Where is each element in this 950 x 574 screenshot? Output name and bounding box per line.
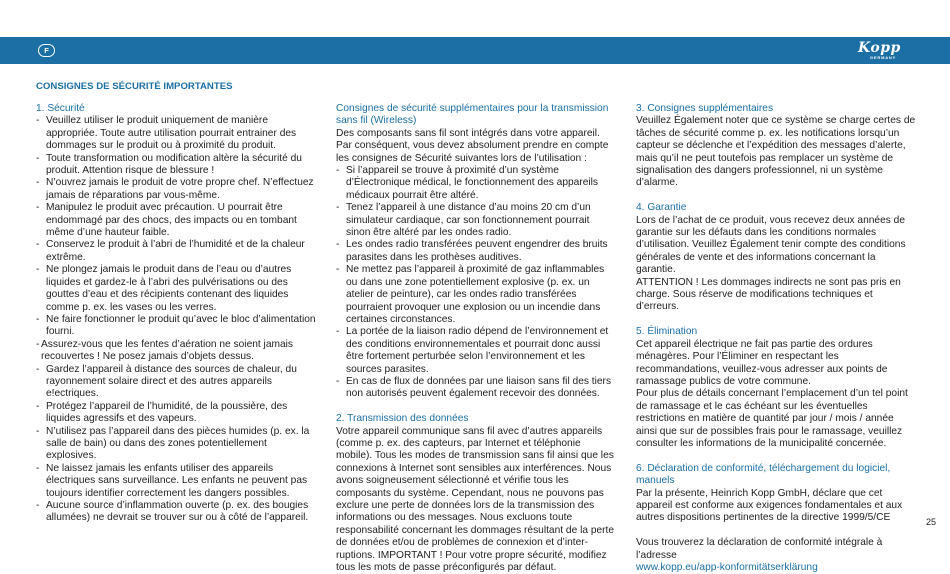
list-item: - Toute transformation ou modification altère la sécurité du produit. Attention risque de blessure ! <box>36 153 316 178</box>
list-item: - La portée de la liaison radio dépend de l’environnement et des conditions environnementales et pourrait donc aussi être fortement perturbée selon l’environnement et les sources parasites. <box>336 326 615 376</box>
list-item: - Les ondes radio transférées peuvent engendrer des bruits parasites dans les prothèses auditives. <box>336 239 615 264</box>
logo-wordmark: Kopp <box>858 40 901 56</box>
warranty-note: ATTENTION ! Les dommages indirects ne sont pas pris en charge. Sous réserve de modifications techniques et d’erreurs. <box>636 276 901 313</box>
list-item: - Manipulez le produit avec précaution. U pourrait être endommagé par des chocs, des impacts ou en tombant même d’une hauteur faible. <box>36 202 316 239</box>
kopp-logo <box>858 41 912 63</box>
section-heading-conformity: 6. Déclaration de conformité, téléchargement du logiciel, manuels <box>636 462 891 487</box>
language-badge: F <box>38 44 55 57</box>
section-heading-data-transmission: 2. Transmission des données <box>336 413 469 425</box>
conformity-link-intro: Vous trouverez la déclaration de conformité intégrale à l’adresse <box>636 537 883 561</box>
section-heading-additional: 3. Consignes supplémentaires <box>636 103 774 114</box>
warranty-text: Lors de l’achat de ce produit, vous recevez deux années de garantie sur les défauts dans les conditions normales d’utilisation. Veuillez Également tenir compte des conditions générales de vente et des informations concernant la garantie. <box>636 214 906 276</box>
wireless-intro: Des composants sans fil sont intégrés dans votre appareil. Par conséquent, vous devez absolument prendre en compte les consignes de Sécurité suivantes lors de l’utilisation : <box>336 127 609 164</box>
header-bar <box>0 37 950 64</box>
disposal-details: Pour plus de détails concernant l’emplacement d’un tel point de ramassage et le cas échéant sur les éventuelles restrictions en matière de quantité par jour / mois / année ainsi que sur de possibles frais pour le ramassage, veuillez consulter les informations de la municipalité concernée. <box>636 388 908 449</box>
section-heading-wireless: Consignes de sécurité supplémentaires pour la transmission sans fil (Wireless) <box>336 103 609 127</box>
column-additional <box>636 103 916 574</box>
list-item: - Ne laissez jamais les enfants utiliser des appareils électriques sans surveillance. Les enfants ne peuvent pas toujours identifier correctement les dangers possibles. <box>36 463 316 500</box>
list-item: - Protégez l’appareil de l’humidité, de la poussière, des liquides agressifs et des vapeurs. <box>36 401 316 426</box>
list-item: - Tenez l’appareil à une distance d’au moins 20 cm d’un simulateur cardiaque, car son fonctionnement pourrait sinon être altéré par les ondes radio. <box>336 202 615 239</box>
disposal-text: Cet appareil électrique ne fait pas partie des ordures ménagères. Pour l’Éliminer en respectant les recommandations, veuillez-vous adresser aux points de ramassage publics de votre commune. <box>636 338 888 387</box>
section-heading-warranty: 4. Garantie <box>636 202 687 214</box>
list-item: - Ne mettez pas l’appareil à proximité de gaz inflammables ou dans une zone potentiellement explosive (p. ex. un atelier de peinture), car les ondes radio transférées pourraient provoquer une explosion ou un incendie dans certaines circonstances. <box>336 264 615 326</box>
list-item: - En cas de flux de données par une liaison sans fil des tiers non autorisés peuvent également recevoir des données. <box>336 376 615 401</box>
list-item: - Conservez le produit à l’abri de l’humidité et de la chaleur extrême. <box>36 239 316 264</box>
section-heading-security: 1. Sécurité <box>36 103 85 114</box>
security-list <box>36 115 316 524</box>
list-item: - Ne faire fonctionner le produit qu’avec le bloc d’alimentation fourni. <box>36 314 316 339</box>
column-wireless <box>336 103 615 574</box>
column-security <box>36 103 316 525</box>
list-item: - Si l’appareil se trouve à proximité d’un système d’Électronique médical, le fonctionnement des appareils médicaux pourrait être altéré. <box>336 165 615 202</box>
list-item: - Assurez-vous que les fentes d’aération ne soient jamais recouvertes ! Ne posez jamais d’objets dessus. <box>36 339 316 364</box>
list-item: - Veuillez utiliser le produit uniquement de manière appropriée. Toute autre utilisation pourrait entrainer des dommages sur le produit ou à proximité du produit. <box>36 115 316 152</box>
page-title: CONSIGNES DE SÉCURITÉ IMPORTANTES <box>36 81 233 92</box>
conformity-text: Par la présente, Heinrich Kopp GmbH, déclare que cet appareil est conforme aux exigences fondamentales et aux autres dispositions pertinentes de la directive 1999/5/CE <box>636 487 903 524</box>
page-number: 25 <box>926 517 937 527</box>
list-item: - N’utilisez pas l’appareil dans des pièces humides (p. ex. la salle de bain) ou dans des zones potentiellement explosives. <box>36 426 316 463</box>
additional-text: Veuillez Également noter que ce système se charge certes de tâches de sécurité comme p. ex. les notifications lorsqu’un capteur se déclenche et l’expédition des messages d’alerte, mais qu’il ne peut toutefois pas remplacer un système de signalisation des dangers professionnel, ni un système d’alarme. <box>636 115 916 189</box>
wireless-list <box>336 165 615 401</box>
data-transmission-text: Votre appareil communique sans fil avec d’autres appareils (comme p. ex. des capteurs, par Internet et téléphonie mobile). Tous les modes de transmission sans fil ainsi que les connexions à Internet sont sensibles aux interférences. Nous avons soigneusement sélectionné et vérifie tous les composants du système. Cependant, nous ne pouvons pas exclure une perte de données lors de la transmission des informations ou des messages. Nous excluons toute responsabilité concernant les dommages résultant de la perte de données et/ou de problèmes de connexion et d’interruptions. IMPORTANT ! Pour votre propre sécurité, modifiez tous les mots de passe préconfigurés par défaut. <box>336 425 615 574</box>
list-item: - N’ouvrez jamais le produit de votre propre chef. N’effectuez jamais de réparations par vous-même. <box>36 177 316 202</box>
logo-tagline: GERMANY <box>870 55 897 60</box>
conformity-link[interactable]: www.kopp.eu/app-konformitätserklärung <box>636 561 818 573</box>
list-item: - Gardez l’appareil à distance des sources de chaleur, du rayonnement solaire direct et des autres appareils e!ectriques. <box>36 364 316 401</box>
list-item: - Aucune source d’inflammation ouverte (p. ex. des bougies allumées) ne devrait se trouver sur ou à côté de l’appareil. <box>36 500 316 525</box>
section-heading-disposal: 5. Élimination <box>636 326 698 338</box>
list-item: - Ne plongez jamais le produit dans de l’eau ou d’autres liquides et gardez-le à l’abri des pulvérisations ou des gouttes d’eau et des récipients contenant des liquides comme p. ex. les vases ou les verres. <box>36 264 316 314</box>
